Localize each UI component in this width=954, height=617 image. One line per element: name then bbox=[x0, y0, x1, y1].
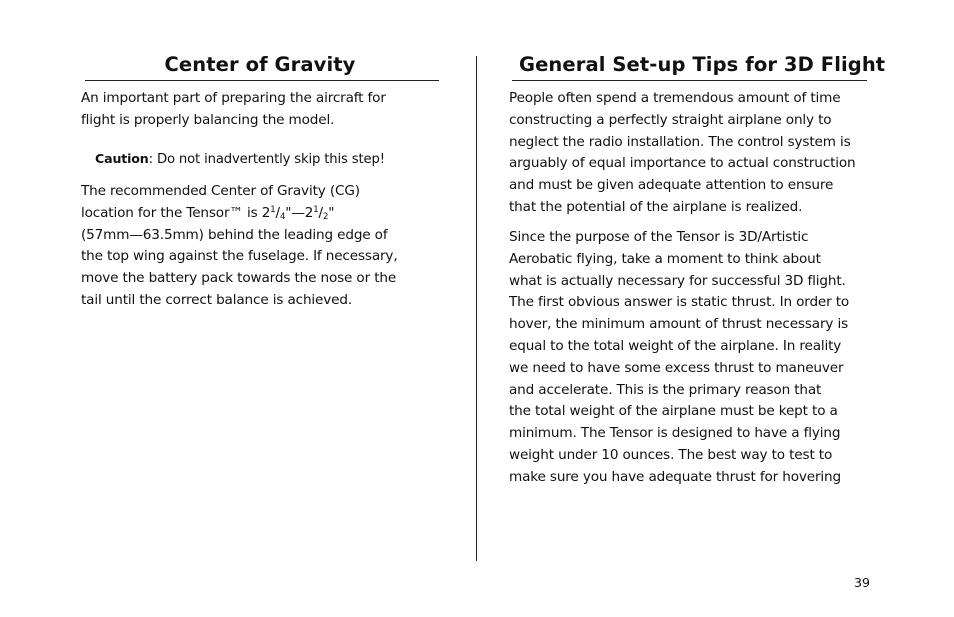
page-number: 39 bbox=[853, 575, 870, 590]
text-line: An important part of preparing the aircraft for bbox=[81, 90, 386, 106]
caution-text: : Do not inadvertently skip this step! bbox=[148, 152, 385, 167]
text-line: (57mm—63.5mm) behind the leading edge of bbox=[81, 226, 388, 243]
fraction-slash: / bbox=[275, 204, 280, 221]
text-line: minimum. The Tensor is designed to have a flying bbox=[509, 425, 841, 442]
text-line: arguably of equal importance to actual construction bbox=[509, 155, 856, 172]
fraction-slash: / bbox=[318, 204, 323, 221]
text-line: move the battery pack towards the nose or the bbox=[81, 270, 397, 287]
fraction-numerator: 1 bbox=[313, 204, 319, 215]
fraction-denominator: 4 bbox=[279, 211, 286, 222]
setup-paragraph-1 bbox=[509, 88, 879, 219]
text-line: and accelerate. This is the primary reason that bbox=[509, 381, 822, 398]
cg-location-line bbox=[81, 203, 451, 225]
text-line: make sure you have adequate thrust for hovering bbox=[509, 468, 841, 485]
cg-text-suffix: " bbox=[328, 204, 335, 221]
fraction-numerator: 1 bbox=[270, 204, 276, 215]
text-line: Since the purpose of the Tensor is 3D/Artistic bbox=[509, 229, 809, 245]
setup-paragraph-2 bbox=[509, 227, 879, 489]
text-line: the top wing against the fuselage. If necessary, bbox=[81, 248, 398, 265]
fraction-denominator: 2 bbox=[322, 211, 329, 222]
caution-note bbox=[95, 148, 465, 171]
text-line: People often spend a tremendous amount of time bbox=[509, 90, 841, 106]
text-line: that the potential of the airplane is realized. bbox=[509, 198, 803, 215]
intro-paragraph bbox=[81, 88, 451, 132]
text-line: and must be given adequate attention to ensure bbox=[509, 177, 834, 194]
cg-paragraph bbox=[81, 181, 451, 312]
text-line: what is actually necessary for successful 3D flight. bbox=[509, 272, 846, 289]
text-line: The first obvious answer is static thrust. In order to bbox=[509, 294, 850, 311]
text-line: hover, the minimum amount of thrust necessary is bbox=[509, 316, 849, 333]
heading-underline bbox=[85, 80, 439, 81]
text-line: the total weight of the airplane must be kept to a bbox=[509, 403, 838, 420]
text-line: equal to the total weight of the airplane. In reality bbox=[509, 337, 842, 354]
text-line: Aerobatic flying, take a moment to think about bbox=[509, 250, 821, 267]
text-line: neglect the radio installation. The control system is bbox=[509, 133, 851, 150]
section-heading-3d-setup-tips: General Set-up Tips for 3D Flight bbox=[519, 53, 886, 76]
text-line: constructing a perfectly straight airplane only to bbox=[509, 111, 832, 128]
text-line: tail until the correct balance is achieved. bbox=[81, 291, 353, 308]
section-heading-center-of-gravity: Center of Gravity bbox=[164, 53, 356, 76]
text-line: weight under 10 ounces. The best way to test to bbox=[509, 446, 833, 463]
text-line: we need to have some excess thrust to maneuver bbox=[509, 359, 844, 376]
caution-label: Caution bbox=[95, 151, 149, 166]
column-divider bbox=[476, 56, 477, 561]
cg-text-prefix: location for the Tensor™ is 2 bbox=[81, 204, 271, 221]
heading-underline bbox=[512, 80, 867, 81]
cg-text-middle: "—2 bbox=[285, 204, 314, 221]
caution-line bbox=[95, 148, 465, 171]
text-line: flight is properly balancing the model. bbox=[81, 111, 335, 128]
text-line: The recommended Center of Gravity (CG) bbox=[81, 183, 360, 199]
